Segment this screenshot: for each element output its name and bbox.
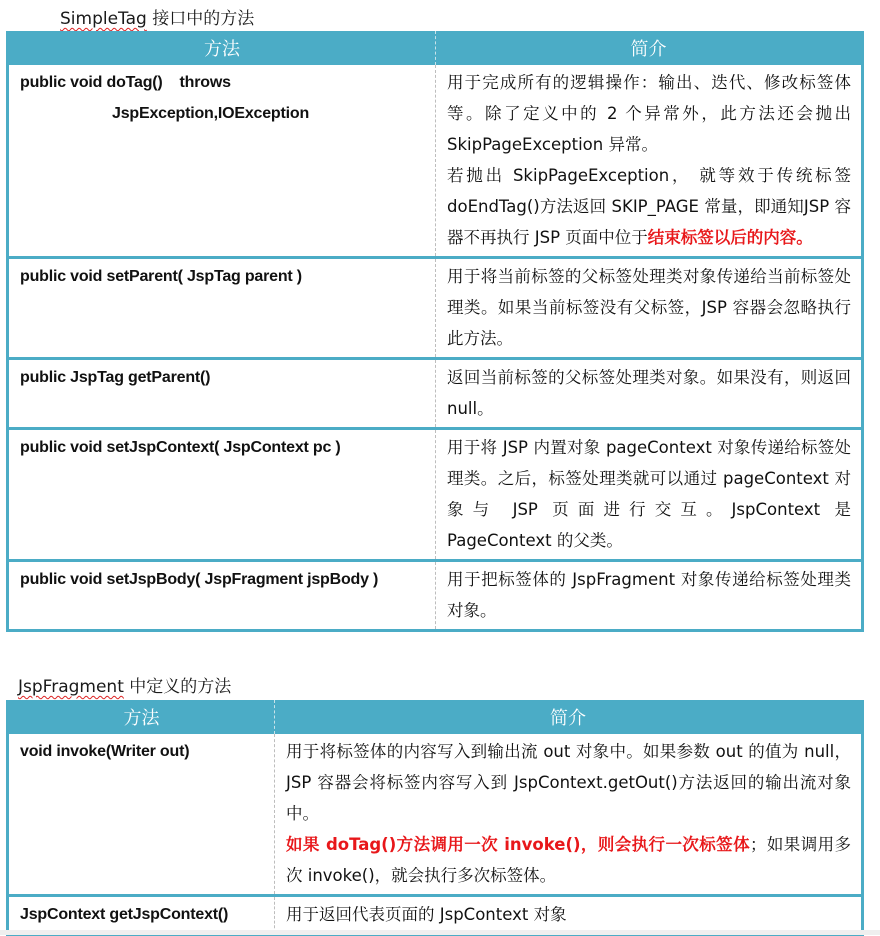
description-text-2: 若抛出 SkipPageException， 就等效于传统标签 doEndTag()方法返回 SKIP_PAGE 常量，即通知JSP 容器不再执行 JSP 页面中位于 xyxy=(447,166,851,247)
table-header-row xyxy=(8,31,863,65)
method-signature-line1: public void doTag() throws xyxy=(20,74,231,91)
description-text: 用于将标签体的内容写入到输出流 out 对象中。如果参数 out 的值为 null，JSP 容器会将标签内容写入到 JspContext.getOut()方法返回的输出流对象中。 xyxy=(286,742,851,823)
caption-class-name: SimpleTag xyxy=(60,9,147,29)
table-row xyxy=(8,429,863,561)
description-cell: 用于将 JSP 内置对象 pageContext 对象传递给标签处理类。之后，标签处理类就可以通过 pageContext 对象与 JSP 页面进行交互。JspContext 是 PageContext 的父类。 xyxy=(436,429,863,561)
jspfragment-methods-table xyxy=(6,700,864,936)
description-emphasis: 如果 doTag()方法调用一次 invoke()，则会执行一次标签体 xyxy=(286,835,750,854)
description-cell: 用于把标签体的 JspFragment 对象传递给标签处理类对象。 xyxy=(436,561,863,631)
header-method: 方法 xyxy=(8,31,436,65)
table-row xyxy=(8,896,863,935)
description-cell xyxy=(275,734,863,896)
method-cell: public void setJspBody( JspFragment jspBody ) xyxy=(20,571,379,588)
description-cell xyxy=(436,65,863,258)
section2-caption xyxy=(18,672,231,697)
table-row xyxy=(8,734,863,896)
description-cell: 返回当前标签的父标签处理类对象。如果没有，则返回 null。 xyxy=(436,359,863,429)
description-emphasis: 结束标签以后的内容。 xyxy=(647,228,813,247)
header-description: 简介 xyxy=(275,700,863,734)
table-row xyxy=(8,561,863,631)
method-cell: public void setParent( JspTag parent ) xyxy=(20,268,302,285)
method-signature-line2: JspException,IOException xyxy=(112,105,310,122)
method-cell: JspContext getJspContext() xyxy=(20,906,229,923)
caption-class-name: JspFragment xyxy=(18,677,124,697)
description-cell: 用于将当前标签的父标签处理类对象传递给当前标签处理类。如果当前标签没有父标签，JSP 容器会忽略执行此方法。 xyxy=(436,258,863,359)
table-row xyxy=(8,258,863,359)
description-text-2: ；如果调用多次 invoke()，就会执行多次标签体。 xyxy=(286,835,852,885)
method-cell: public JspTag getParent() xyxy=(20,369,211,386)
table-row xyxy=(8,65,863,258)
section1-caption xyxy=(60,4,254,29)
table-row xyxy=(8,359,863,429)
caption-text: 中定义的方法 xyxy=(123,677,232,697)
description-cell: 用于返回代表页面的 JspContext 对象 xyxy=(275,896,863,935)
caption-text: 接口中的方法 xyxy=(146,9,255,29)
header-description: 简介 xyxy=(436,31,863,65)
simpletag-methods-table xyxy=(6,31,864,632)
method-cell xyxy=(8,65,436,258)
header-method: 方法 xyxy=(8,700,275,734)
page-bottom-edge xyxy=(0,930,880,935)
method-cell: public void setJspContext( JspContext pc ) xyxy=(20,439,341,456)
method-cell: void invoke(Writer out) xyxy=(20,743,190,760)
table-header-row xyxy=(8,700,863,734)
description-text: 用于完成所有的逻辑操作：输出、迭代、修改标签体等。除了定义中的 2 个异常外，此方法还会抛出 SkipPageException 异常。 xyxy=(447,73,851,154)
